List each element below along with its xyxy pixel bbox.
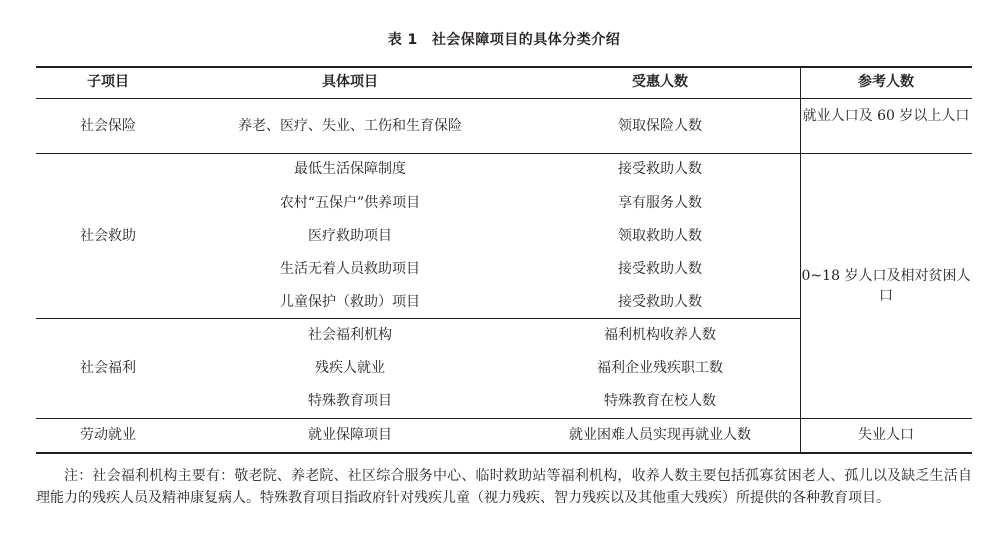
reference-insurance: 就业人口及 60 岁以上人口	[802, 108, 970, 124]
header-item: 具体项目	[322, 74, 378, 90]
item-special-education: 特殊教育项目	[308, 393, 392, 409]
item-employment-security: 就业保障项目	[308, 427, 392, 443]
social-welfare-rule	[36, 418, 972, 419]
item-homeless-assistance: 生活无着人员救助项目	[280, 261, 420, 277]
item-disabled-employment: 残疾人就业	[315, 360, 385, 376]
group-social-welfare: 社会福利	[80, 360, 136, 376]
table-title	[0, 29, 1008, 49]
header-subitem: 子项目	[87, 74, 129, 90]
beneficiaries-welfare-institution: 福利机构收养人数	[604, 327, 716, 343]
bottom-rule	[36, 452, 972, 454]
item-wubaohu: 农村“五保户”供养项目	[279, 195, 421, 211]
group-social-assistance: 社会救助	[80, 228, 136, 244]
beneficiaries-employment-security: 就业困难人员实现再就业人数	[569, 427, 751, 443]
beneficiaries-insurance: 领取保险人数	[618, 118, 702, 134]
table-number: 表 1	[387, 32, 418, 48]
beneficiaries-special-education: 特殊教育在校人数	[604, 393, 716, 409]
beneficiaries-dibao: 接受救助人数	[618, 161, 702, 177]
beneficiaries-disabled-employment: 福利企业残疾职工数	[597, 360, 723, 376]
beneficiaries-child-protection: 接受救助人数	[618, 294, 702, 310]
item-welfare-institution: 社会福利机构	[308, 327, 392, 343]
group-labor-employment: 劳动就业	[80, 427, 136, 443]
beneficiaries-wubaohu: 享有服务人数	[618, 195, 702, 211]
social-insurance-rule	[36, 153, 972, 154]
item-dibao: 最低生活保障制度	[294, 161, 406, 177]
top-rule	[36, 66, 972, 68]
social-assistance-rule	[36, 318, 800, 319]
header-reference: 参考人数	[858, 74, 914, 90]
table-note: 注：社会福利机构主要有：敬老院、养老院、社区综合服务中心、临时救助站等福利机构，收养人数主要包括孤寡贫困老人、孤儿以及缺乏生活自理能力的残疾人员及精神康复病人。特殊教育项目指政府针对残疾儿童（视力残疾、智力残疾以及其他重大残疾）所提供的各种教育项目。	[36, 468, 972, 506]
header-beneficiaries: 受惠人数	[632, 74, 688, 90]
item-medical-assistance: 医疗救助项目	[308, 228, 392, 244]
beneficiaries-homeless-assistance: 接受救助人数	[618, 261, 702, 277]
item-insurance: 养老、医疗、失业、工伤和生育保险	[238, 118, 462, 134]
reference-shared: 0~18 岁人口及相对贫困人口	[801, 268, 971, 304]
table-caption: 社会保障项目的具体分类介绍	[431, 32, 621, 48]
header-rule	[36, 98, 972, 99]
reference-employment: 失业人口	[858, 427, 914, 443]
group-social-insurance: 社会保险	[80, 118, 136, 134]
item-child-protection: 儿童保护（救助）项目	[280, 294, 420, 310]
beneficiaries-medical-assistance: 领取救助人数	[618, 228, 702, 244]
